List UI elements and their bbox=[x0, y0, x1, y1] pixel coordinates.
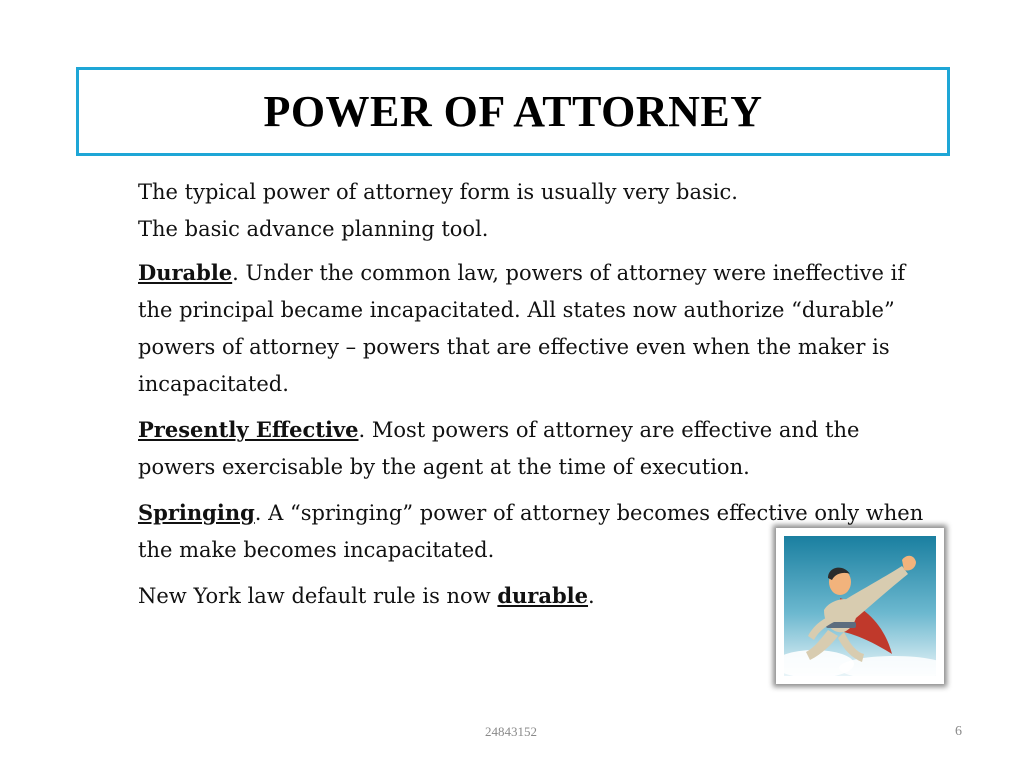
presently-effective-paragraph bbox=[138, 411, 928, 486]
new-york-prefix: New York law default rule is now bbox=[138, 584, 498, 608]
springing-text: . A “springing” power of attorney becomes effective only when the make becomes incapacitated. bbox=[138, 501, 924, 562]
slide-title: POWER OF ATTORNEY bbox=[263, 87, 763, 136]
intro-line-1: The typical power of attorney form is usually very basic. bbox=[138, 180, 738, 204]
durable-paragraph bbox=[138, 254, 928, 403]
flying-superhero-icon bbox=[784, 536, 936, 676]
durable-text: . Under the common law, powers of attorney were ineffective if the principal became incapacitated. All states now authorize “durable” powers of attorney – powers that are effective even when the maker is incapacitated. bbox=[138, 261, 906, 396]
presently-effective-term: Presently Effective bbox=[138, 417, 359, 442]
presently-effective-text: . Most powers of attorney are effective and the powers exercisable by the agent at the time of execution. bbox=[138, 418, 860, 479]
springing-term: Springing bbox=[138, 500, 255, 525]
new-york-suffix: . bbox=[588, 584, 595, 608]
intro-line-2: The basic advance planning tool. bbox=[138, 217, 489, 241]
durable-term: Durable bbox=[138, 260, 233, 285]
page-number: 6 bbox=[955, 724, 962, 739]
title-box bbox=[76, 67, 950, 156]
superhero-picture bbox=[776, 528, 944, 684]
new-york-durable-term: durable bbox=[497, 583, 589, 608]
footer-document-id: 24843152 bbox=[485, 724, 537, 739]
